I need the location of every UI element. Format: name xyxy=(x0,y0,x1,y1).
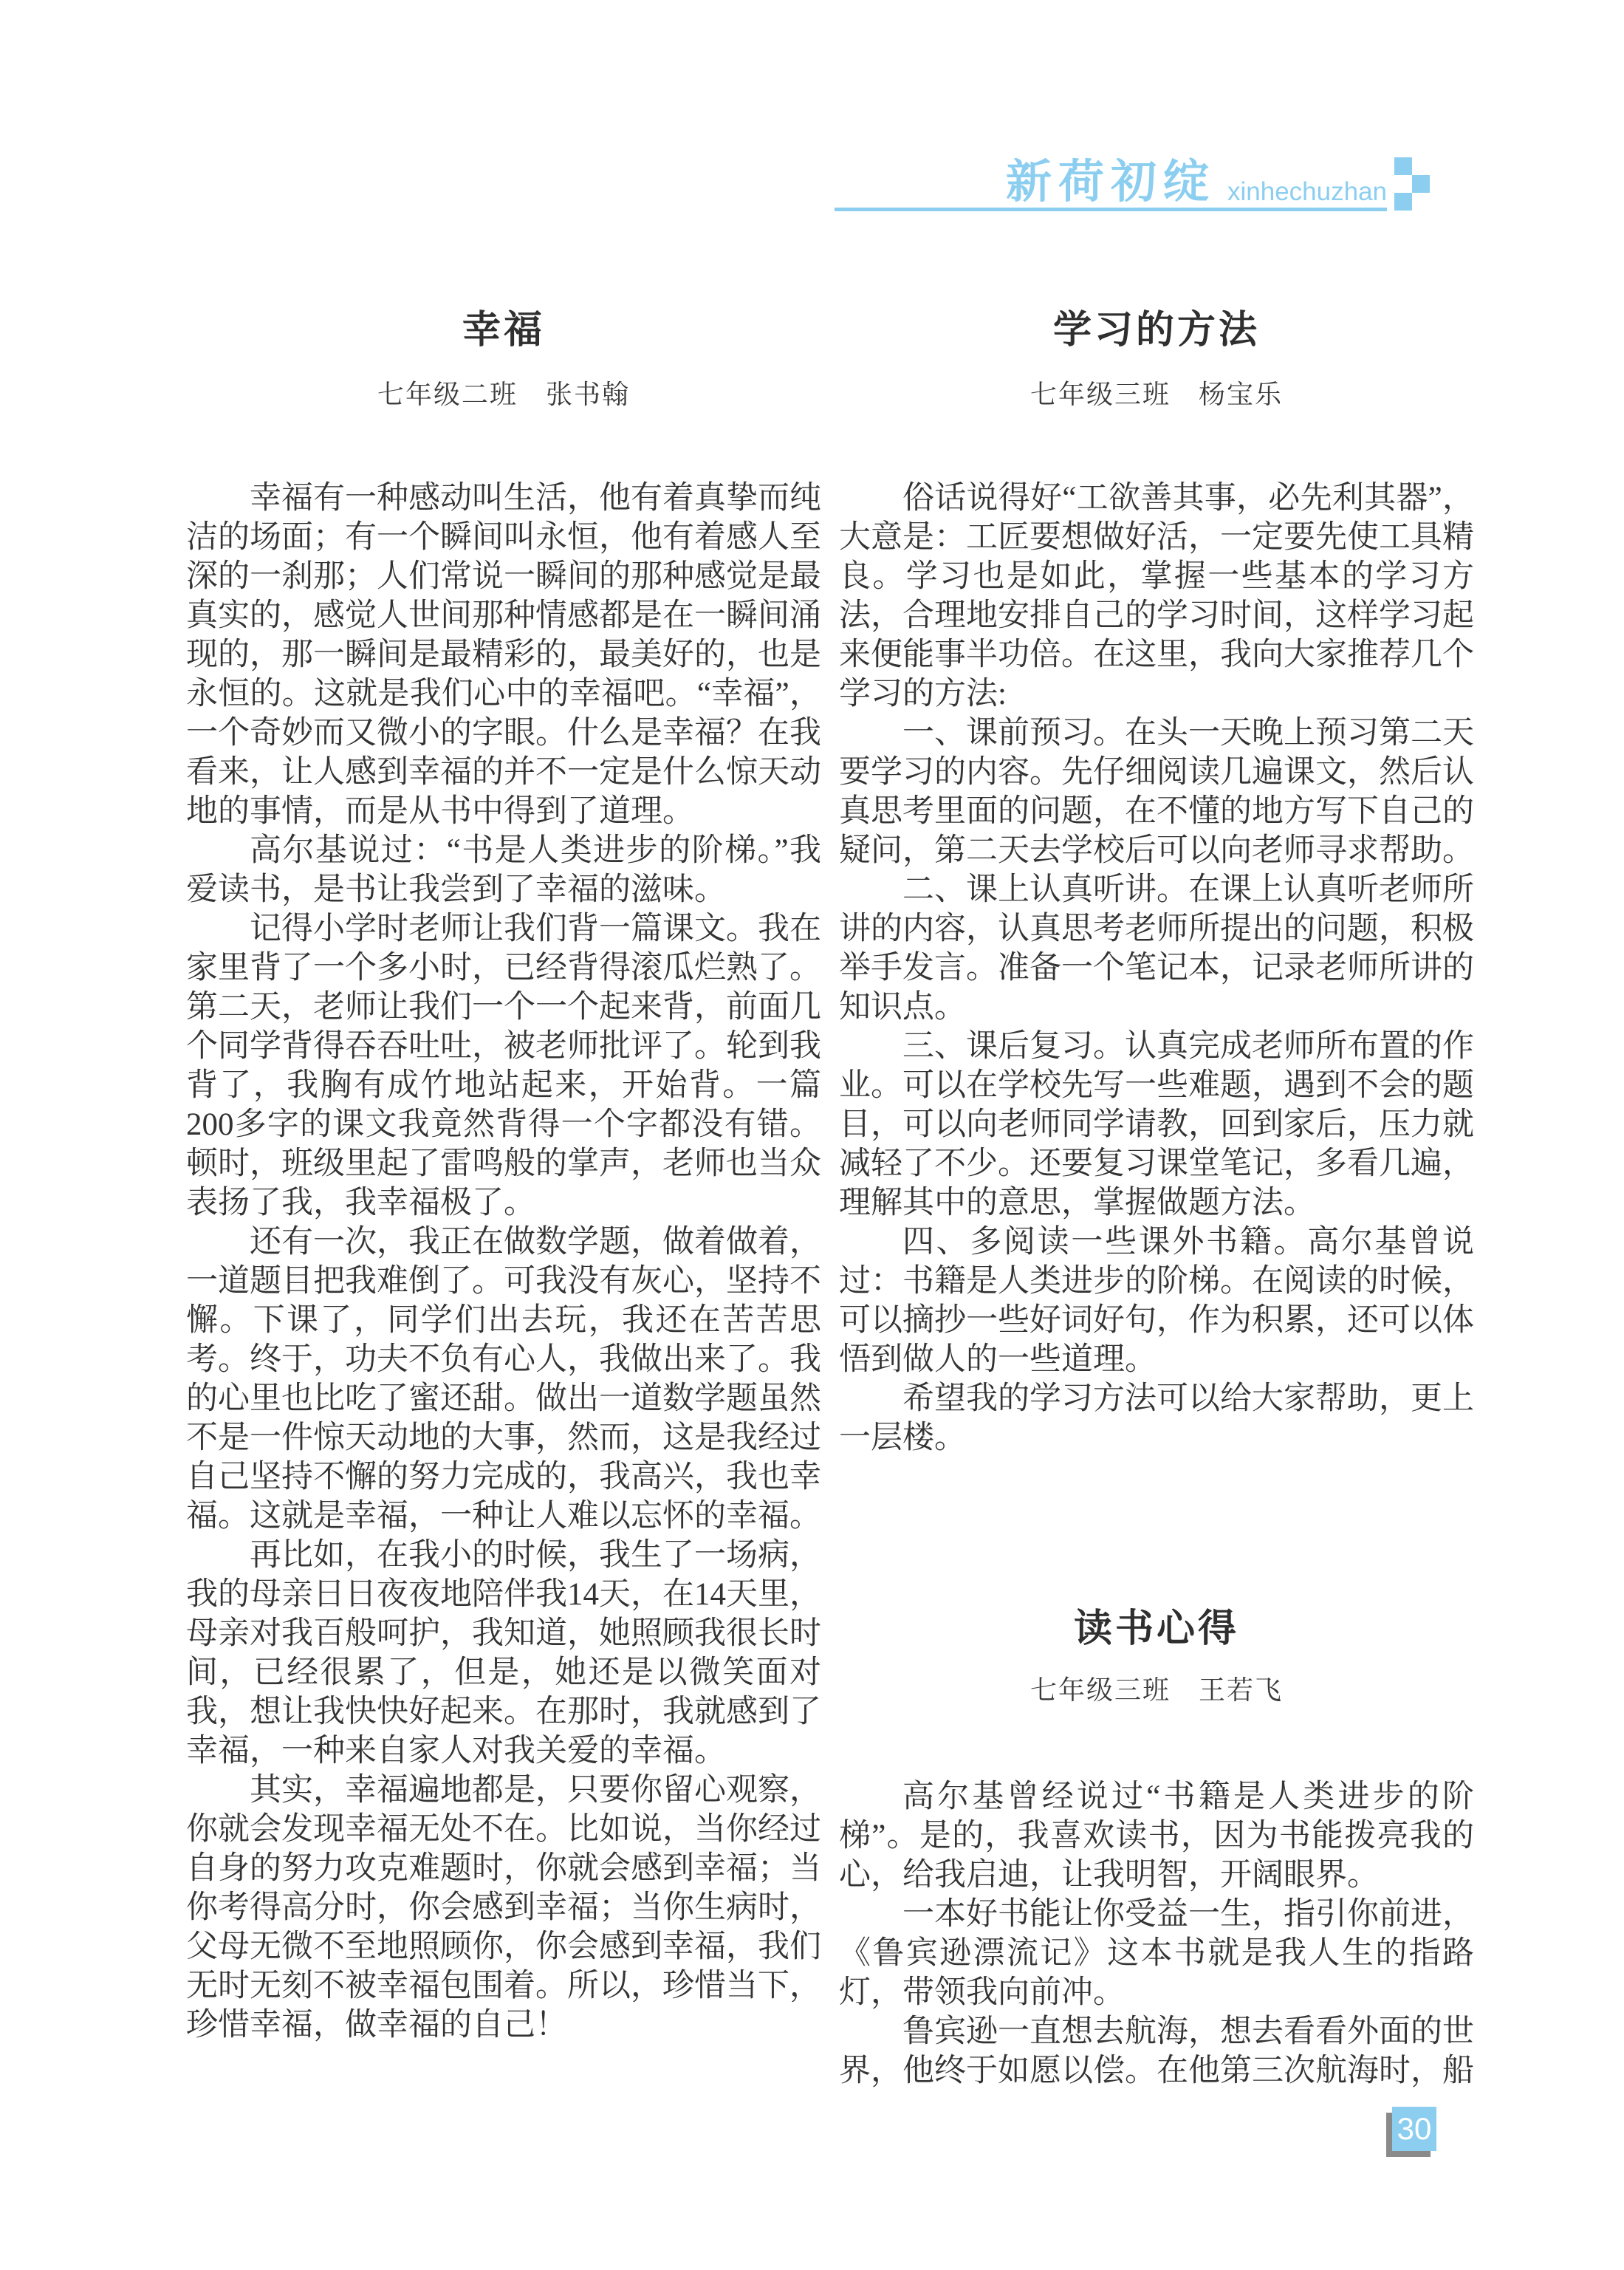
paragraph: 再比如，在我小的时候，我生了一场病，我的母亲日日夜夜地陪伴我14天，在14天里，母亲对我百般呵护，我知道，她照顾我很长时间，已经很累了，但是，她还是以微笑面对我，想让我快快好起来。在那时，我就感到了幸福，一种来自家人对我关爱的幸福。 xyxy=(186,1538,821,1768)
masthead-underline xyxy=(835,208,1387,211)
paragraph: 鲁宾逊一直想去航海，想去看看外面的世界，他终于如愿以偿。在他第三次航海时，船 xyxy=(839,2014,1474,2088)
essay3-byline: 七年级三班 王若飞 xyxy=(1029,1675,1283,1705)
masthead-chinese-title: 新荷初绽 xyxy=(1005,157,1216,208)
paragraph: 俗话说得好“工欲善其事，必先利其器”，大意是：工匠要想做好活，一定要先使工具精良。学习也是如此，掌握一些基本的学习方法，合理地安排自己的学习时间，这样学习起来便能事半功倍。在这里，我向大家推荐几个学习的方法: xyxy=(839,481,1474,711)
essay3-title: 读书心得 xyxy=(1073,1608,1239,1650)
page-number: 30 xyxy=(1397,2111,1432,2146)
paragraph: 一、课前预习。在头一天晚上预习第二天要学习的内容。先仔细阅读几遍课文，然后认真思考里面的问题，在不懂的地方写下自己的疑问，第二天去学校后可以向老师寻求帮助。 xyxy=(839,716,1474,868)
paragraph: 幸福有一种感动叫生活，他有着真挚而纯洁的场面；有一个瞬间叫永恒，他有着感人至深的一刹那；人们常说一瞬间的那种感觉是最真实的，感觉人世间那种情感都是在一瞬间涌现的，那一瞬间是最精彩的，最美好的，也是永恒的。这就是我们心中的幸福吧。“幸福”，一个奇妙而又微小的字眼。什么是幸福？在我看来，让人感到幸福的并不一定是什么惊天动地的事情，而是从书中得到了道理。 xyxy=(186,481,821,829)
paragraph: 三、课后复习。认真完成老师所布置的作业。可以在学校先写一些难题，遇到不会的题目，可以向老师同学请教，回到家后，压力就减轻了不少。还要复习课堂笔记，多看几遍，理解其中的意思，掌握做题方法。 xyxy=(839,1029,1474,1220)
masthead xyxy=(835,146,1387,208)
paragraph: 二、课上认真听讲。在课上认真听老师所讲的内容，认真思考老师所提出的问题，积极举手发言。准备一个笔记本，记录老师所讲的知识点。 xyxy=(839,872,1474,1025)
essay2-byline: 七年级三班 杨宝乐 xyxy=(1029,380,1283,409)
paragraph: 记得小学时老师让我们背一篇课文。我在家里背了一个多小时，已经背得滚瓜烂熟了。第二天，老师让我们一个一个起来背，前面几个同学背得吞吞吐吐，被老师批评了。轮到我背了，我胸有成竹地站起来，开始背。一篇200多字的课文我竟然背得一个字都没有错。顿时，班级里起了雷鸣般的掌声，老师也当众表扬了我，我幸福极了。 xyxy=(186,912,821,1220)
page-number-badge xyxy=(1392,2107,1436,2151)
essay2-title: 学习的方法 xyxy=(1052,310,1260,352)
paragraph: 其实，幸福遍地都是，只要你留心观察，你就会发现幸福无处不在。比如说，当你经过自身的努力攻克难题时，你就会感到幸福；当你考得高分时，你会感到幸福；当你生病时，父母无微不至地照顾你，你会感到幸福，我们无时无刻不被幸福包围着。所以，珍惜当下，珍惜幸福，做幸福的自己！ xyxy=(186,1773,821,2042)
essay2-body xyxy=(839,479,1474,1457)
paragraph: 高尔基说过：“书是人类进步的阶梯。”我爱读书，是书让我尝到了幸福的滋味。 xyxy=(186,833,821,907)
essay1-byline: 七年级二班 张书翰 xyxy=(377,380,630,409)
essay1-title: 幸福 xyxy=(462,310,545,352)
deco-square-icon xyxy=(1412,175,1430,193)
masthead-pinyin: xinhechuzhan xyxy=(1227,177,1387,206)
deco-square-icon xyxy=(1394,193,1412,211)
paragraph: 希望我的学习方法可以给大家帮助，更上一层楼。 xyxy=(839,1381,1474,1455)
paragraph: 高尔基曾经说过“书籍是人类进步的阶梯”。是的，我喜欢读书，因为书能拨亮我的心，给我启迪，让我明智，开阔眼界。 xyxy=(839,1780,1474,1893)
paragraph: 一本好书能让你受益一生，指引你前进，《鲁宾逊漂流记》这本书就是我人生的指路灯，带领我向前冲。 xyxy=(839,1897,1474,2010)
essay1-body xyxy=(186,479,821,2045)
deco-square-icon xyxy=(1394,157,1412,175)
paragraph: 还有一次，我正在做数学题，做着做着，一道题目把我难倒了。可我没有灰心，坚持不懈。下课了，同学们出去玩，我还在苦苦思考。终于，功夫不负有心人，我做出来了。我的心里也比吃了蜜还甜。做出一道数学题虽然不是一件惊天动地的大事，然而，这是我经过自己坚持不懈的努力完成的，我高兴，我也幸福。这就是幸福，一种让人难以忘怀的幸福。 xyxy=(186,1225,821,1534)
essay3-body xyxy=(839,1777,1474,2090)
paragraph: 四、多阅读一些课外书籍。高尔基曾说过：书籍是人类进步的阶梯。在阅读的时候，可以摘抄一些好词好句，作为积累，还可以体悟到做人的一些道理。 xyxy=(839,1225,1474,1377)
